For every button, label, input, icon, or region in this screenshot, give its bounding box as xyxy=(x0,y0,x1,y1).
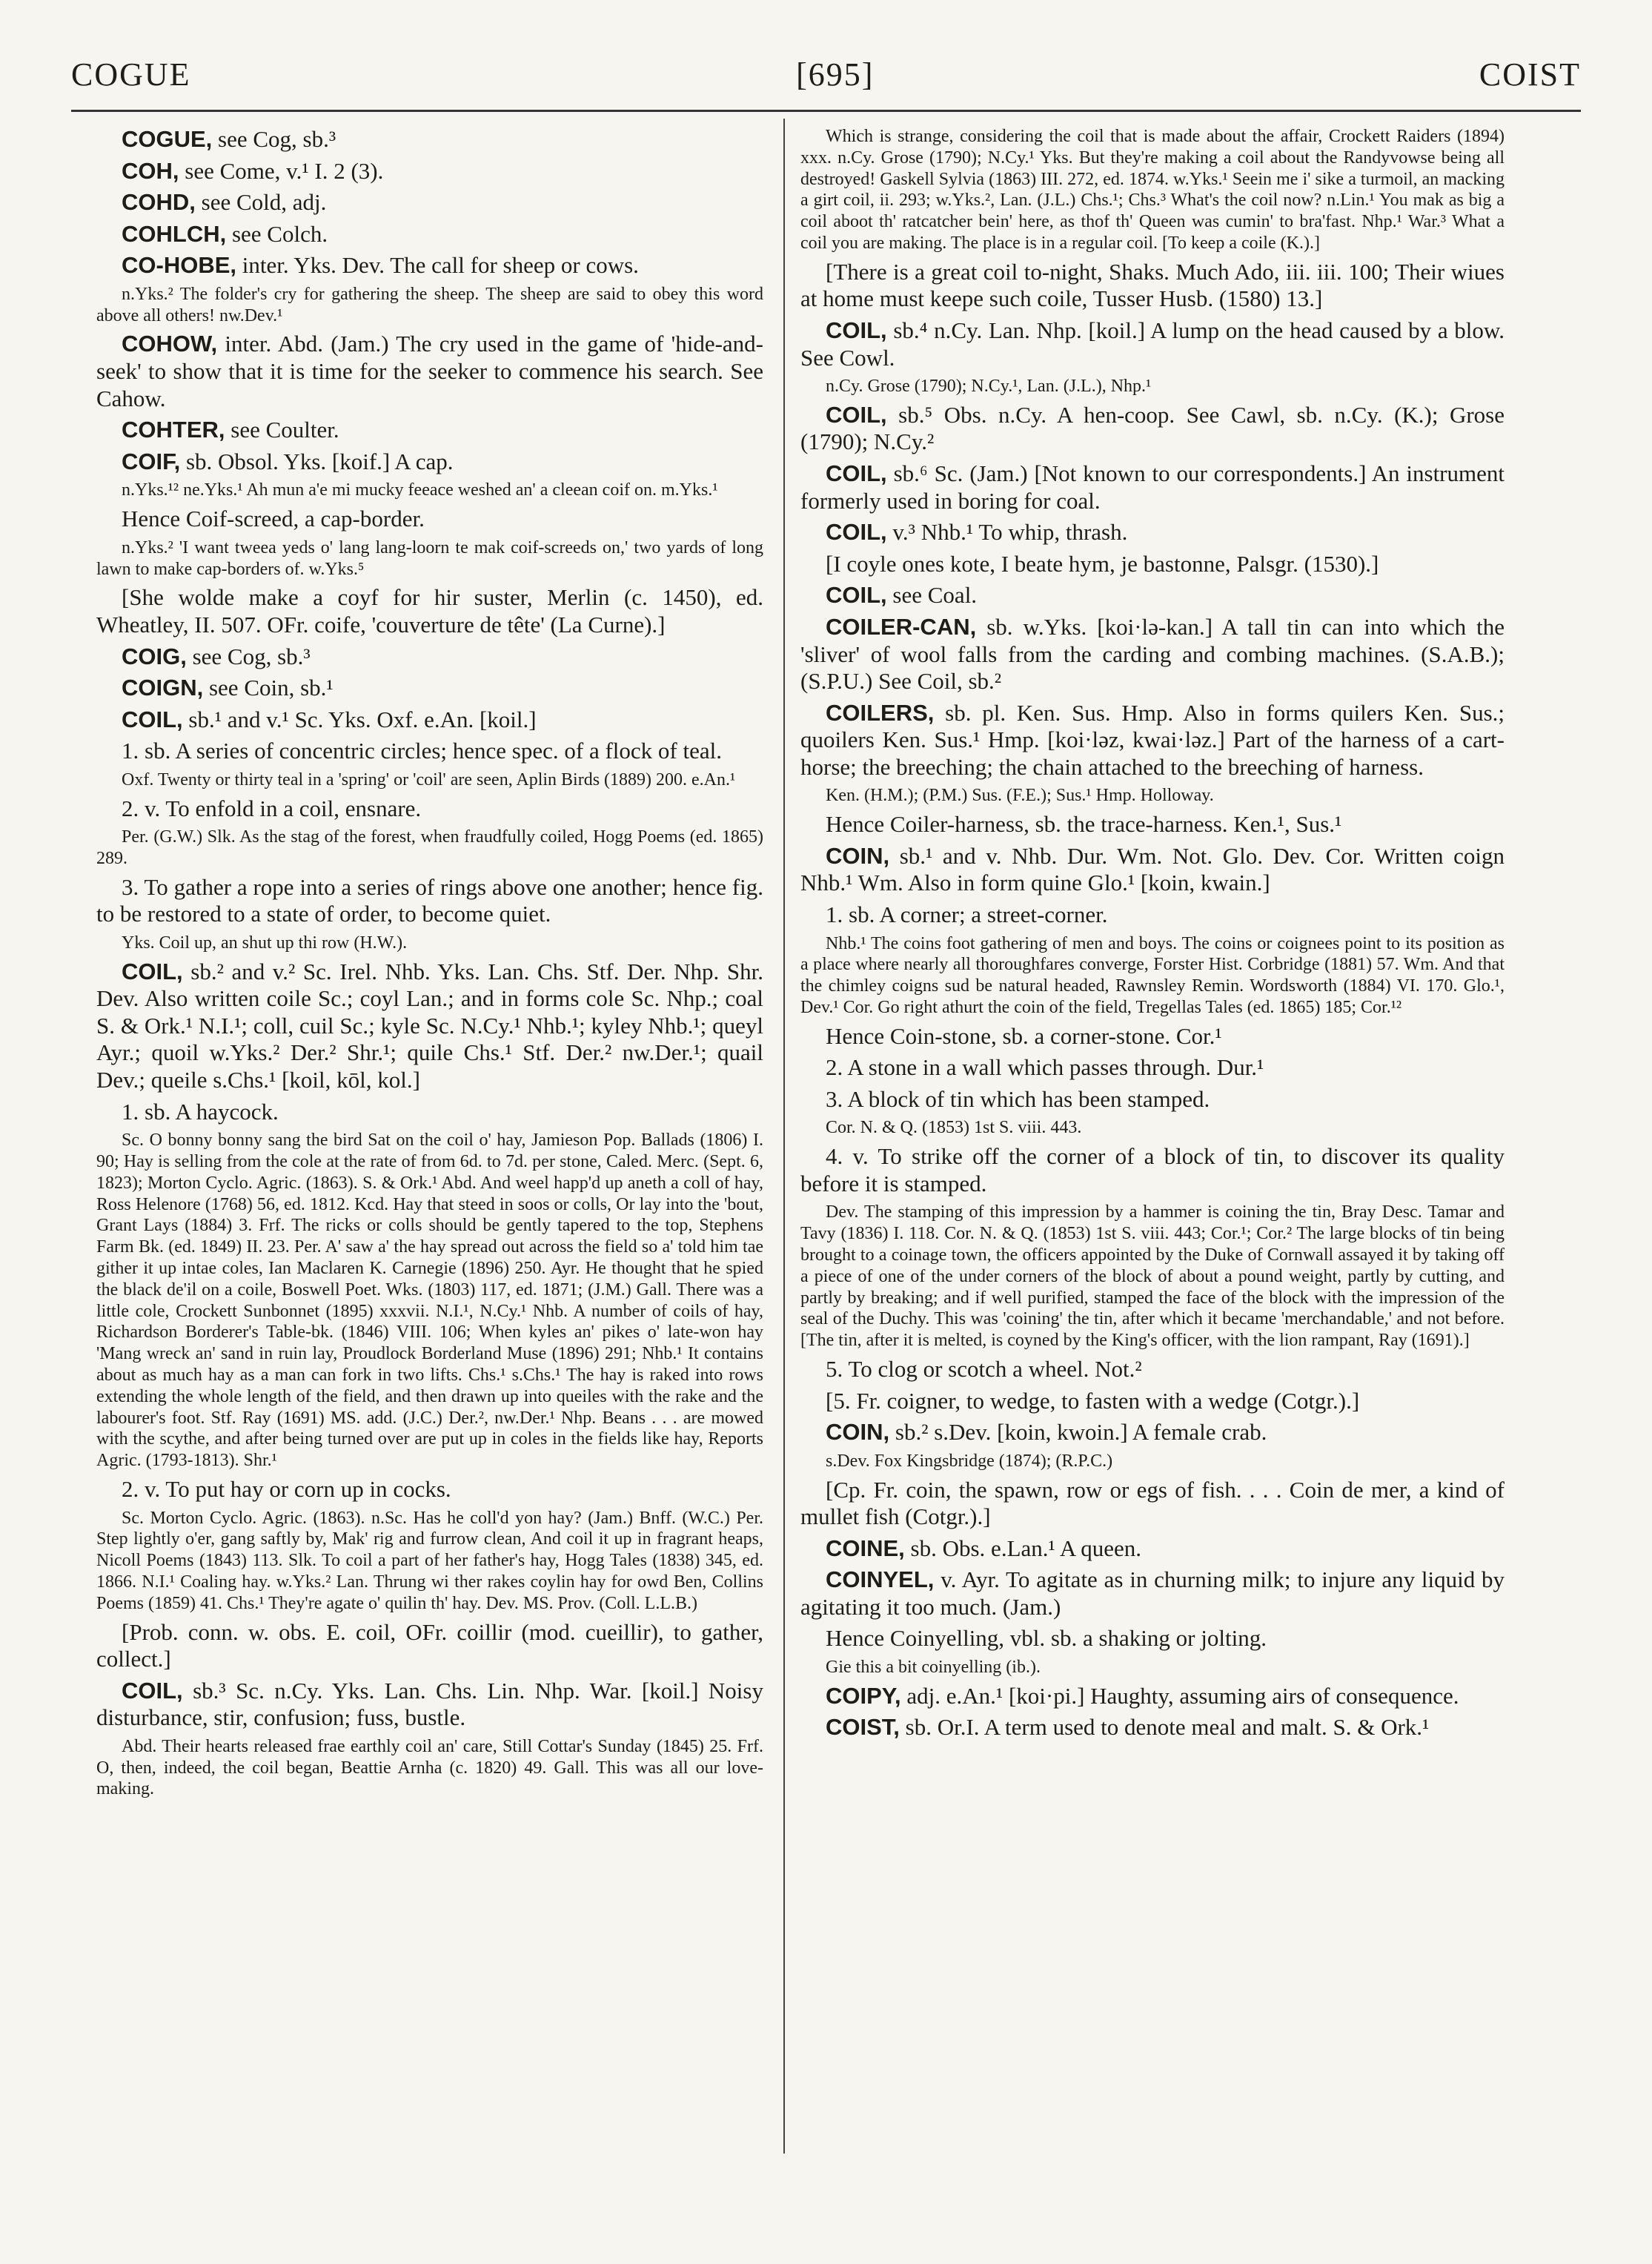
page-header xyxy=(71,44,1581,104)
dictionary-entry xyxy=(800,901,1505,929)
dictionary-entry xyxy=(800,259,1505,313)
entry-text: adj. e.An.¹ [koi·pi.] Haughty, assuming airs of consequence. xyxy=(900,1682,1459,1709)
entry-text: Which is strange, considering the coil that is made about the affair, Crockett Raiders (1894) xxx. n.Cy. Grose (1790); N.Cy.¹ Yks. But they're making a coil about the Randyvowse being all destroyed! Gaskell Sylvia (1863) III. 272, ed. 1874. w.Yks.¹ Seein me i' sike a turmoil, an macking a girt coil, ii. 293; w.Yks.², Lan. (J.L.) Chs.¹; Chs.³ What's the coil now? n.Lin.¹ You mak as big a coil aboot th' ratcatcher bein' here, as thof th' Queen was cumin' to bra'fast. Nhp.¹ War.³ What a coil you are making. The place is in a regular coil. [To keep a coile (K.).] xyxy=(800,127,1505,253)
headword: COIN, xyxy=(826,1419,890,1446)
headword: COIST, xyxy=(826,1714,900,1741)
entry-text: Ken. (H.M.); (P.M.) Sus. (F.E.); Sus.¹ Hmp. Holloway. xyxy=(826,786,1214,806)
dictionary-entry xyxy=(96,795,763,823)
headword: COIF, xyxy=(122,448,181,474)
dictionary-entry xyxy=(96,1130,763,1472)
page-number: [695] xyxy=(796,56,875,93)
entry-text: 2. v. To enfold in a coil, ensnare. xyxy=(122,795,422,821)
entry-text: sb.² s.Dev. [koin, kwoin.] A female crab. xyxy=(889,1419,1267,1446)
headword: CO-HOBE, xyxy=(122,252,236,279)
right-column xyxy=(800,126,1505,2157)
headword: COINE, xyxy=(826,1535,905,1561)
dictionary-entry xyxy=(800,1535,1505,1563)
headword: COIL, xyxy=(826,582,887,609)
dictionary-entry xyxy=(800,1419,1505,1446)
headword: COIL, xyxy=(826,460,887,487)
entry-text: 4. v. To strike off the corner of a block of tin, to discover its quality before it is stamped. xyxy=(800,1143,1505,1196)
entry-text: sb.³ Sc. n.Cy. Yks. Lan. Chs. Lin. Nhp. War. [koil.] Noisy disturbance, stir, confusion; fuss, bustle. xyxy=(96,1677,763,1731)
dictionary-entry xyxy=(96,417,763,444)
dictionary-entry xyxy=(800,1388,1505,1415)
entry-text: [5. Fr. coigner, to wedge, to fasten with a wedge (Cotgr.).] xyxy=(826,1387,1360,1414)
entry-text: [Prob. conn. w. obs. E. coil, OFr. coillir (mod. cueillir), to gather, collect.] xyxy=(96,1618,763,1672)
entry-text: see Cog, sb.³ xyxy=(212,126,336,152)
entry-text: n.Yks.² 'I want tweea yeds o' lang lang-loorn te mak coif-screeds on,' two yards of long lawn to make cap-borders of. w.Yks.⁵ xyxy=(96,537,763,579)
entry-text: Nhb.¹ The coins foot gathering of men and boys. The coins or coignees point to its position as a place where nearly all thoroughfares converge, Forster Hist. Corbridge (1881) 57. Wm. And that the chimley coigns sud be natural headed, Rawnsley Remin. Wordsworth (1884) VI. 170. Glo.¹, Dev.¹ Cor. Go right athurt the coin of the field, Tregellas Tales (ed. 1865) 185; Cor.¹² xyxy=(800,933,1505,1017)
dictionary-entry xyxy=(96,738,763,765)
headword: COIL, xyxy=(826,401,887,428)
entry-text: 1. sb. A corner; a street-corner. xyxy=(826,901,1108,927)
dictionary-entry xyxy=(800,1356,1505,1383)
dictionary-entry xyxy=(96,480,763,501)
entry-text: sb. Obsol. Yks. [koif.] A cap. xyxy=(180,448,454,474)
dictionary-entry xyxy=(96,643,763,671)
headword: COILERS, xyxy=(826,699,935,726)
dictionary-entry xyxy=(800,1202,1505,1351)
dictionary-entry xyxy=(96,959,763,1094)
entry-text: Cor. N. & Q. (1853) 1st S. viii. 443. xyxy=(826,1118,1082,1138)
entry-text: 5. To clog or scotch a wheel. Not.² xyxy=(826,1355,1142,1382)
headword: COIGN, xyxy=(122,675,204,701)
dictionary-entry xyxy=(96,1099,763,1126)
dictionary-entry xyxy=(800,614,1505,695)
headword: COH, xyxy=(122,157,179,184)
entry-text: Hence Coin-stone, sb. a corner-stone. Cor.¹ xyxy=(826,1022,1222,1049)
headword: COIN, xyxy=(826,842,890,869)
headword: COHOW, xyxy=(122,331,218,357)
entry-text: see Coulter. xyxy=(225,417,339,443)
entry-text: 1. sb. A series of concentric circles; hence spec. of a flock of teal. xyxy=(122,738,722,764)
dictionary-entry xyxy=(96,221,763,248)
headword: COIPY, xyxy=(826,1682,901,1709)
entry-text: n.Yks.¹² ne.Yks.¹ Ah mun a'e mi mucky feeace weshed an' a cleean coif on. m.Yks.¹ xyxy=(122,480,718,500)
dictionary-entry xyxy=(96,874,763,928)
entry-text: sb.⁶ Sc. (Jam.) [Not known to our correspondents.] An instrument formerly used in boring for coal. xyxy=(800,460,1505,514)
dictionary-entry xyxy=(96,1619,763,1673)
entry-text: inter. Abd. (Jam.) The cry used in the game of 'hide-and-seek' to show that it is time for the seeker to commence his search. See Cahow. xyxy=(96,331,763,411)
headword: COHTER, xyxy=(122,417,225,443)
dictionary-entry xyxy=(96,1678,763,1732)
entry-text: Sc. O bonny bonny sang the bird Sat on the coil o' hay, Jamieson Pop. Ballads (1806) I. 90; Hay is selling from the cole at the rate of from 6d. to 7d. per stone, Caled. Merc. (Sept. 6, 1823); Morton Cyclo. Agric. (1863). S. & Ork.¹ Abd. And weel happ'd up aneth a coll of hay, Ross Helenore (1768) 56, ed. 1812. Kcd. Hay that steed in soos or colls, Or lay into the 'bout, Grant Lays (1884) 3. Frf. The ricks or colls should be gently tapered to the top, Stephens Farm Bk. (ed. 1849) II. 23. Per. A' saw a' the hay spread out across the field so a' told him tae gither it up intae coles, Ian Maclaren K. Carnegie (1896) 250. Ayr. He thought that he spied the black de'il on a coile, Boswell Poet. Wks. (1803) 117, ed. 1871; (J.M.) Gall. There was a little cole, Crockett Sunbonnet (1895) xxxvii. N.I.¹, N.Cy.¹ Nhb. A number of coils of hay, Richardson Borderer's Table-bk. (1846) VIII. 106; When kyles an' pikes o' late-won hay 'Mang wreck an' sand in ruin lay, Proudlock Borderland Muse (1896) 291; Nhb.¹ It contains about as much hay as a man can fork in two lifts. Chs.¹ s.Chs.¹ The hay is raked into rows extending the whole length of the field, and then drawn up into queiles with the rake and the labourer's foot. Stf. Ray (1691) MS. add. (J.C.) Der.², nw.Der.¹ Nhp. Beans . . . are mowed with the scythe, and after being turned over are put up in coles in the fields like hay, Reports Agric. (1793-1813). Shr.¹ xyxy=(96,1131,763,1471)
entry-text: Per. (G.W.) Slk. As the stag of the forest, when fraudfully coiled, Hogg Poems (ed. 1865) 289. xyxy=(96,827,763,868)
entry-text: v. Ayr. To agitate as in churning milk; to injure any liquid by agitating it too much. (Jam.) xyxy=(800,1566,1505,1620)
dictionary-entry xyxy=(96,189,763,216)
dictionary-entry xyxy=(800,1054,1505,1082)
entry-text: sb.¹ and v. Nhb. Dur. Wm. Not. Glo. Dev. Cor. Written coign Nhb.¹ Wm. Also in form quine Glo.¹ [koin, kwain.] xyxy=(800,842,1505,896)
entry-text: sb. w.Yks. [koi·lə-kan.] A tall tin can into which the 'sliver' of wool falls from the carding and combing machines. (S.A.B.); (S.P.U.) See Coil, sb.² xyxy=(800,613,1505,695)
entry-text: s.Dev. Fox Kingsbridge (1874); (R.P.C.) xyxy=(826,1451,1113,1471)
dictionary-entry xyxy=(800,1143,1505,1197)
dictionary-entry xyxy=(800,1477,1505,1531)
headword: COIG, xyxy=(122,643,187,669)
headword: COIL, xyxy=(122,958,183,984)
dictionary-entry xyxy=(96,584,763,638)
dictionary-entry xyxy=(800,582,1505,609)
entry-text: sb. pl. Ken. Sus. Hmp. Also in forms quilers Ken. Sus.; quoilers Ken. Sus.¹ Hmp. [koi·ləz, kwai·ləz.] Part of the harness of a cart-horse; the breeching; the chain attached to the breeching of harness. xyxy=(800,699,1505,780)
headword: COHLCH, xyxy=(122,220,227,247)
dictionary-entry xyxy=(96,1476,763,1503)
entry-text: sb.⁵ Obs. n.Cy. A hen-coop. See Cawl, sb. n.Cy. (K.); Grose (1790); N.Cy.² xyxy=(800,401,1505,455)
headword: COIL, xyxy=(122,1677,183,1704)
dictionary-entry xyxy=(96,449,763,476)
entry-text: [I coyle ones kote, I beate hym, je bastonne, Palsgr. (1530).] xyxy=(826,550,1379,577)
entry-text: 2. A stone in a wall which passes through. Dur.¹ xyxy=(826,1054,1264,1081)
dictionary-entry xyxy=(800,519,1505,546)
dictionary-entry xyxy=(96,769,763,791)
entry-text: sb.¹ and v.¹ Sc. Yks. Oxf. e.An. [koil.] xyxy=(182,706,537,732)
running-head-right: COIST xyxy=(1479,56,1581,93)
entry-text: [Cp. Fr. coin, the spawn, row or egs of fish. . . . Coin de mer, a kind of mullet fish (Cotgr.).] xyxy=(800,1476,1505,1530)
entry-text: v.³ Nhb.¹ To whip, thrash. xyxy=(886,519,1128,546)
entry-text: see Come, v.¹ I. 2 (3). xyxy=(179,157,384,184)
headword: COILER-CAN, xyxy=(826,613,977,640)
dictionary-entry xyxy=(800,933,1505,1019)
dictionary-entry xyxy=(96,1508,763,1615)
entry-text: see Cold, adj. xyxy=(195,189,327,216)
dictionary-entry xyxy=(800,1683,1505,1710)
entry-text: Dev. The stamping of this impression by a hammer is coining the tin, Bray Desc. Tamar and Tavy (1836) I. 118. Cor. N. & Q. (1853) 1st S. viii. 443; Cor.¹; Cor.² The large blocks of tin being brought to a coinage town, the officers appointed by the Duke of Cornwall assayed it by taking off a piece of one of the under corners of the block of about a pound weight, partly by cutting, and partly by breaking; and if well purified, stamped the face of the block with the impression of the seal of the Duchy. This was 'coining' the tin, after which it became 'merchandable,' and not before. [The tin, after it is melted, is coyned by the King's officer, with the lion rampant, Ray (1691).] xyxy=(800,1202,1505,1351)
entry-text: Oxf. Twenty or thirty teal in a 'spring' or 'coil' are seen, Aplin Birds (1889) 200. e.An.¹ xyxy=(122,769,736,790)
entry-text: 1. sb. A haycock. xyxy=(122,1098,279,1125)
dictionary-entry xyxy=(800,460,1505,514)
headword: COIL, xyxy=(826,519,887,546)
running-head-left: COGUE xyxy=(71,56,191,93)
dictionary-entry xyxy=(800,551,1505,578)
entry-text: sb.² and v.² Sc. Irel. Nhb. Yks. Lan. Chs. Stf. Der. Nhp. Shr. Dev. Also written coile Sc.; coyl Lan.; and in forms cole Sc. Nhp.; coal S. & Ork.¹ N.I.¹; coll, cuil Sc.; kyle Sc. N.Cy.¹ Nhb.¹; kyley Nhb.¹; queyl Ayr.; quoil w.Yks.² Der.² Shr.¹; quile Chs.¹ Stf. Der.² nw.Der.¹; quail Dev.; queile s.Chs.¹ [koil, kōl, kol.] xyxy=(96,958,763,1093)
entry-text: n.Yks.² The folder's cry for gathering the sheep. The sheep are said to obey this word above all others! nw.Dev.¹ xyxy=(96,284,763,325)
dictionary-entry xyxy=(96,506,763,533)
entry-text: Hence Coif-screed, a cap-border. xyxy=(122,506,425,532)
entry-text: Gie this a bit coinyelling (ib.). xyxy=(826,1657,1041,1677)
entry-text: [There is a great coil to-night, Shaks. Much Ado, iii. iii. 100; Their wiues at home must keepe such coile, Tusser Husb. (1580) 13.] xyxy=(800,258,1505,312)
dictionary-entry xyxy=(96,1736,763,1800)
entry-text: sb.⁴ n.Cy. Lan. Nhp. [koil.] A lump on the head caused by a blow. See Cowl. xyxy=(800,317,1505,371)
dictionary-entry xyxy=(800,317,1505,371)
dictionary-entry xyxy=(800,376,1505,397)
entry-text: see Coin, sb.¹ xyxy=(203,675,334,701)
column-divider xyxy=(783,119,785,2154)
entry-text: Yks. Coil up, an shut up thi row (H.W.). xyxy=(122,933,408,953)
entry-text: 3. To gather a rope into a series of rings above one another; hence fig. to be restored to a state of order, to become quiet. xyxy=(96,873,763,927)
dictionary-entry xyxy=(800,700,1505,781)
dictionary-entry xyxy=(96,252,763,279)
dictionary-entry xyxy=(800,1566,1505,1621)
dictionary-entry xyxy=(800,402,1505,456)
dictionary-entry xyxy=(96,675,763,702)
header-rule xyxy=(71,110,1581,112)
entry-text: sb. Or.I. A term used to denote meal and malt. S. & Ork.¹ xyxy=(899,1714,1430,1741)
entry-text: 2. v. To put hay or corn up in cocks. xyxy=(122,1475,451,1502)
entry-text: Hence Coiler-harness, sb. the trace-harness. Ken.¹, Sus.¹ xyxy=(826,811,1342,838)
dictionary-entry xyxy=(800,1714,1505,1741)
entry-text: n.Cy. Grose (1790); N.Cy.¹, Lan. (J.L.), Nhp.¹ xyxy=(826,377,1152,397)
dictionary-entry xyxy=(96,706,763,734)
entry-text: Sc. Morton Cyclo. Agric. (1863). n.Sc. Has he coll'd yon hay? (Jam.) Bnff. (W.C.) Per. Step lightly o'er, gang saftly by, Mak' rig and furrow clean, And coil it up in fragrant heaps, Nicoll Poems (1843) 113. Slk. To coil a part of her father's hay, Hogg Tales (1838) 345, ed. 1866. N.I.¹ Coaling hay. w.Yks.² Lan. Thrung wi ther rakes coylin hay for owd Ben, Collins Poems (1859) 41. Chs.¹ They're agate o' quilin th' hay. Dev. MS. Prov. (Coll. L.L.B.) xyxy=(96,1508,763,1613)
dictionary-entry xyxy=(96,331,763,412)
dictionary-entry xyxy=(96,827,763,870)
dictionary-entry xyxy=(800,1117,1505,1139)
dictionary-entry xyxy=(96,933,763,954)
dictionary-entry xyxy=(800,843,1505,897)
dictionary-entry xyxy=(800,1086,1505,1113)
entry-text: see Cog, sb.³ xyxy=(186,643,311,669)
entry-text: see Coal. xyxy=(886,582,978,609)
dictionary-entry xyxy=(800,785,1505,807)
dictionary-entry xyxy=(96,158,763,185)
dictionary-entry xyxy=(800,811,1505,838)
dictionary-entry xyxy=(800,1657,1505,1678)
dictionary-entry xyxy=(96,126,763,153)
dictionary-entry xyxy=(800,1625,1505,1652)
headword: COHD, xyxy=(122,189,196,216)
entry-text: inter. Yks. Dev. The call for sheep or cows. xyxy=(236,252,639,279)
entry-text: 3. A block of tin which has been stamped. xyxy=(826,1085,1210,1112)
dictionary-entry xyxy=(800,1451,1505,1472)
dictionary-entry xyxy=(96,284,763,327)
headword: COGUE, xyxy=(122,126,213,152)
dictionary-entry xyxy=(96,537,763,580)
entry-text: sb. Obs. e.Lan.¹ A queen. xyxy=(904,1535,1142,1561)
entry-text: Hence Coinyelling, vbl. sb. a shaking or jolting. xyxy=(826,1625,1267,1652)
dictionary-entry xyxy=(800,126,1505,254)
left-column xyxy=(96,126,763,2157)
entry-text: Abd. Their hearts released frae earthly coil an' care, Still Cottar's Sunday (1845) 25. Frf. O, then, indeed, the coil began, Beattie Arnha (c. 1820) 49. Gall. This was all our love-making. xyxy=(96,1736,763,1799)
dictionary-entry xyxy=(800,1023,1505,1050)
headword: COIL, xyxy=(826,317,887,343)
headword: COINYEL, xyxy=(826,1566,935,1593)
headword: COIL, xyxy=(122,706,183,732)
entry-text: see Colch. xyxy=(226,220,328,247)
entry-text: [She wolde make a coyf for hir suster, Merlin (c. 1450), ed. Wheatley, II. 507. OFr. coife, 'couverture de tête' (La Curne).] xyxy=(96,584,763,638)
